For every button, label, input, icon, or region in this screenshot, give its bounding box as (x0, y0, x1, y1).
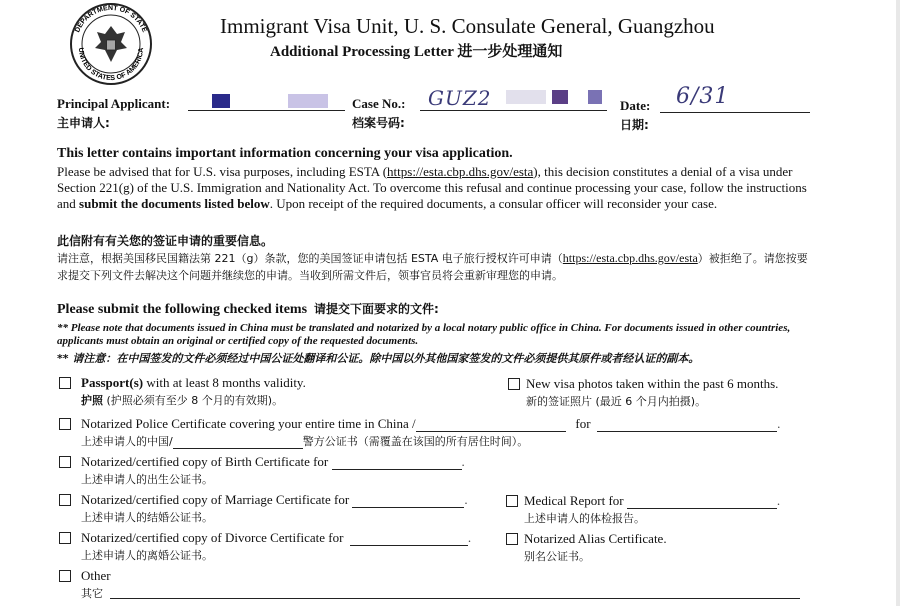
page-subtitle: Additional Processing Letter 进一步处理通知 (270, 44, 563, 60)
medical-report-item: Medical Report for . (524, 493, 781, 508)
intro-heading: This letter contains important information concerning your visa application. (57, 146, 513, 161)
consulate-seal-icon (67, 2, 155, 86)
other-field-line[interactable] (110, 598, 800, 599)
principal-applicant-label-zh: 主申请人: (57, 116, 110, 130)
divorce-certificate-item-zh: 上述申请人的离婚公证书。 (81, 549, 213, 562)
redaction-block (288, 94, 328, 108)
police-certificate-item: Notarized Police Certificate covering your entire time in China / for . (81, 416, 781, 431)
case-number-value: GUZ2 (428, 86, 492, 110)
checklist-heading: Please submit the following checked items 请提交下面要求的文件: (57, 302, 439, 317)
esta-link-zh[interactable]: https://esta.cbp.dhs.gov/esta (562, 251, 698, 265)
alias-certificate-item: Notarized Alias Certificate. (524, 531, 667, 546)
birth-applicant-field[interactable] (332, 457, 462, 470)
checklist-note-zh: ** 请注意：在中国签发的文件必须经过中国公证处翻译和公证。除中国以外其他国家签发的文件必须提供其原件或者经认证的副本。 (57, 352, 700, 365)
redaction-block (588, 90, 602, 104)
medical-applicant-field[interactable] (627, 496, 777, 509)
passport-item: Passport(s) with at least 8 months validity. (81, 375, 306, 390)
photos-item-zh: 新的签证照片 (最近 6 个月内拍摄)。 (526, 395, 707, 408)
intro-paragraph-zh: 请注意，根据美国移民国籍法第 221（g）条款，您的美国签证申请包括 ESTA 电子旅行授权许可申请（https://esta.cbp.dhs.gov/esta）被拒绝了。请您按要求提交下列文件去解决这个问题并继续您的申请。当收到所需文件后，领事官员将会重新审理您的申请。 (57, 251, 808, 282)
seal-text-top: DEPARTMENT OF STATE (74, 4, 148, 34)
scan-edge (896, 0, 900, 606)
marriage-applicant-field[interactable] (352, 495, 464, 508)
divorce-certificate-item: Notarized/certified copy of Divorce Certificate for . (81, 530, 472, 545)
birth-certificate-checkbox[interactable] (59, 456, 71, 468)
police-applicant-field[interactable] (597, 419, 777, 432)
principal-applicant-line (188, 110, 345, 111)
other-item-zh: 其它 (81, 587, 103, 600)
passport-item-zh: 护照 (护照必须有至少 8 个月的有效期)。 (81, 394, 284, 407)
date-label: Date: (620, 98, 651, 113)
medical-report-item-zh: 上述申请人的体检报告。 (524, 512, 645, 525)
photos-item: New visa photos taken within the past 6 months. (526, 376, 779, 391)
redaction-block (506, 90, 546, 104)
other-checkbox[interactable] (59, 570, 71, 582)
medical-report-checkbox[interactable] (506, 495, 518, 507)
intro-paragraph: Please be advised that for U.S. visa purposes, including ESTA (https://esta.cbp.dhs.gov/esta), this decision constitutes a denial of a visa under Section 221(g) of the U.S. Immigration and Nationality Act. To overcome this refusal and continue processing your case, follow the instructions and submit the documents listed below. Upon receipt of the required documents, a consular officer will reconsider your case. (57, 164, 807, 211)
case-number-line (420, 110, 607, 111)
police-certificate-checkbox[interactable] (59, 418, 71, 430)
seal-text-bottom: UNITED STATES OF AMERICA (76, 47, 146, 83)
passport-checkbox[interactable] (59, 377, 71, 389)
divorce-applicant-field[interactable] (350, 533, 468, 546)
intro-heading-zh: 此信附有有关您的签证申请的重要信息。 (57, 234, 274, 248)
date-value: 6/31 (676, 84, 730, 109)
date-line (660, 112, 810, 113)
case-number-label: Case No.: (352, 96, 406, 111)
birth-certificate-item-zh: 上述申请人的出生公证书。 (81, 473, 213, 486)
date-label-zh: 日期: (620, 118, 649, 132)
police-certificate-item-zh: 上述申请人的中国/ 警方公证书（需覆盖在该国的所有居住时间）。 (81, 435, 529, 448)
esta-link[interactable]: https://esta.cbp.dhs.gov/esta (387, 164, 534, 179)
other-item: Other (81, 568, 111, 583)
alias-certificate-item-zh: 别名公证书。 (524, 550, 590, 563)
police-country-field[interactable] (416, 419, 566, 432)
principal-applicant-label: Principal Applicant: (57, 96, 171, 111)
marriage-certificate-item-zh: 上述申请人的结婚公证书。 (81, 511, 213, 524)
birth-certificate-item: Notarized/certified copy of Birth Certificate for . (81, 454, 465, 469)
photos-checkbox[interactable] (508, 378, 520, 390)
marriage-certificate-checkbox[interactable] (59, 494, 71, 506)
alias-certificate-checkbox[interactable] (506, 533, 518, 545)
divorce-certificate-checkbox[interactable] (59, 532, 71, 544)
redaction-block (552, 90, 568, 104)
marriage-certificate-item: Notarized/certified copy of Marriage Certificate for . (81, 492, 468, 507)
checklist-note: ** Please note that documents issued in China must be translated and notarized by a local notary public office in China. For documents issued in other countries, applicants must obtain an original or certified copy of the requested documents. (57, 322, 791, 347)
case-number-label-zh: 档案号码: (352, 116, 405, 130)
redaction-block (212, 94, 230, 108)
page-title: Immigrant Visa Unit, U. S. Consulate General, Guangzhou (220, 14, 715, 38)
